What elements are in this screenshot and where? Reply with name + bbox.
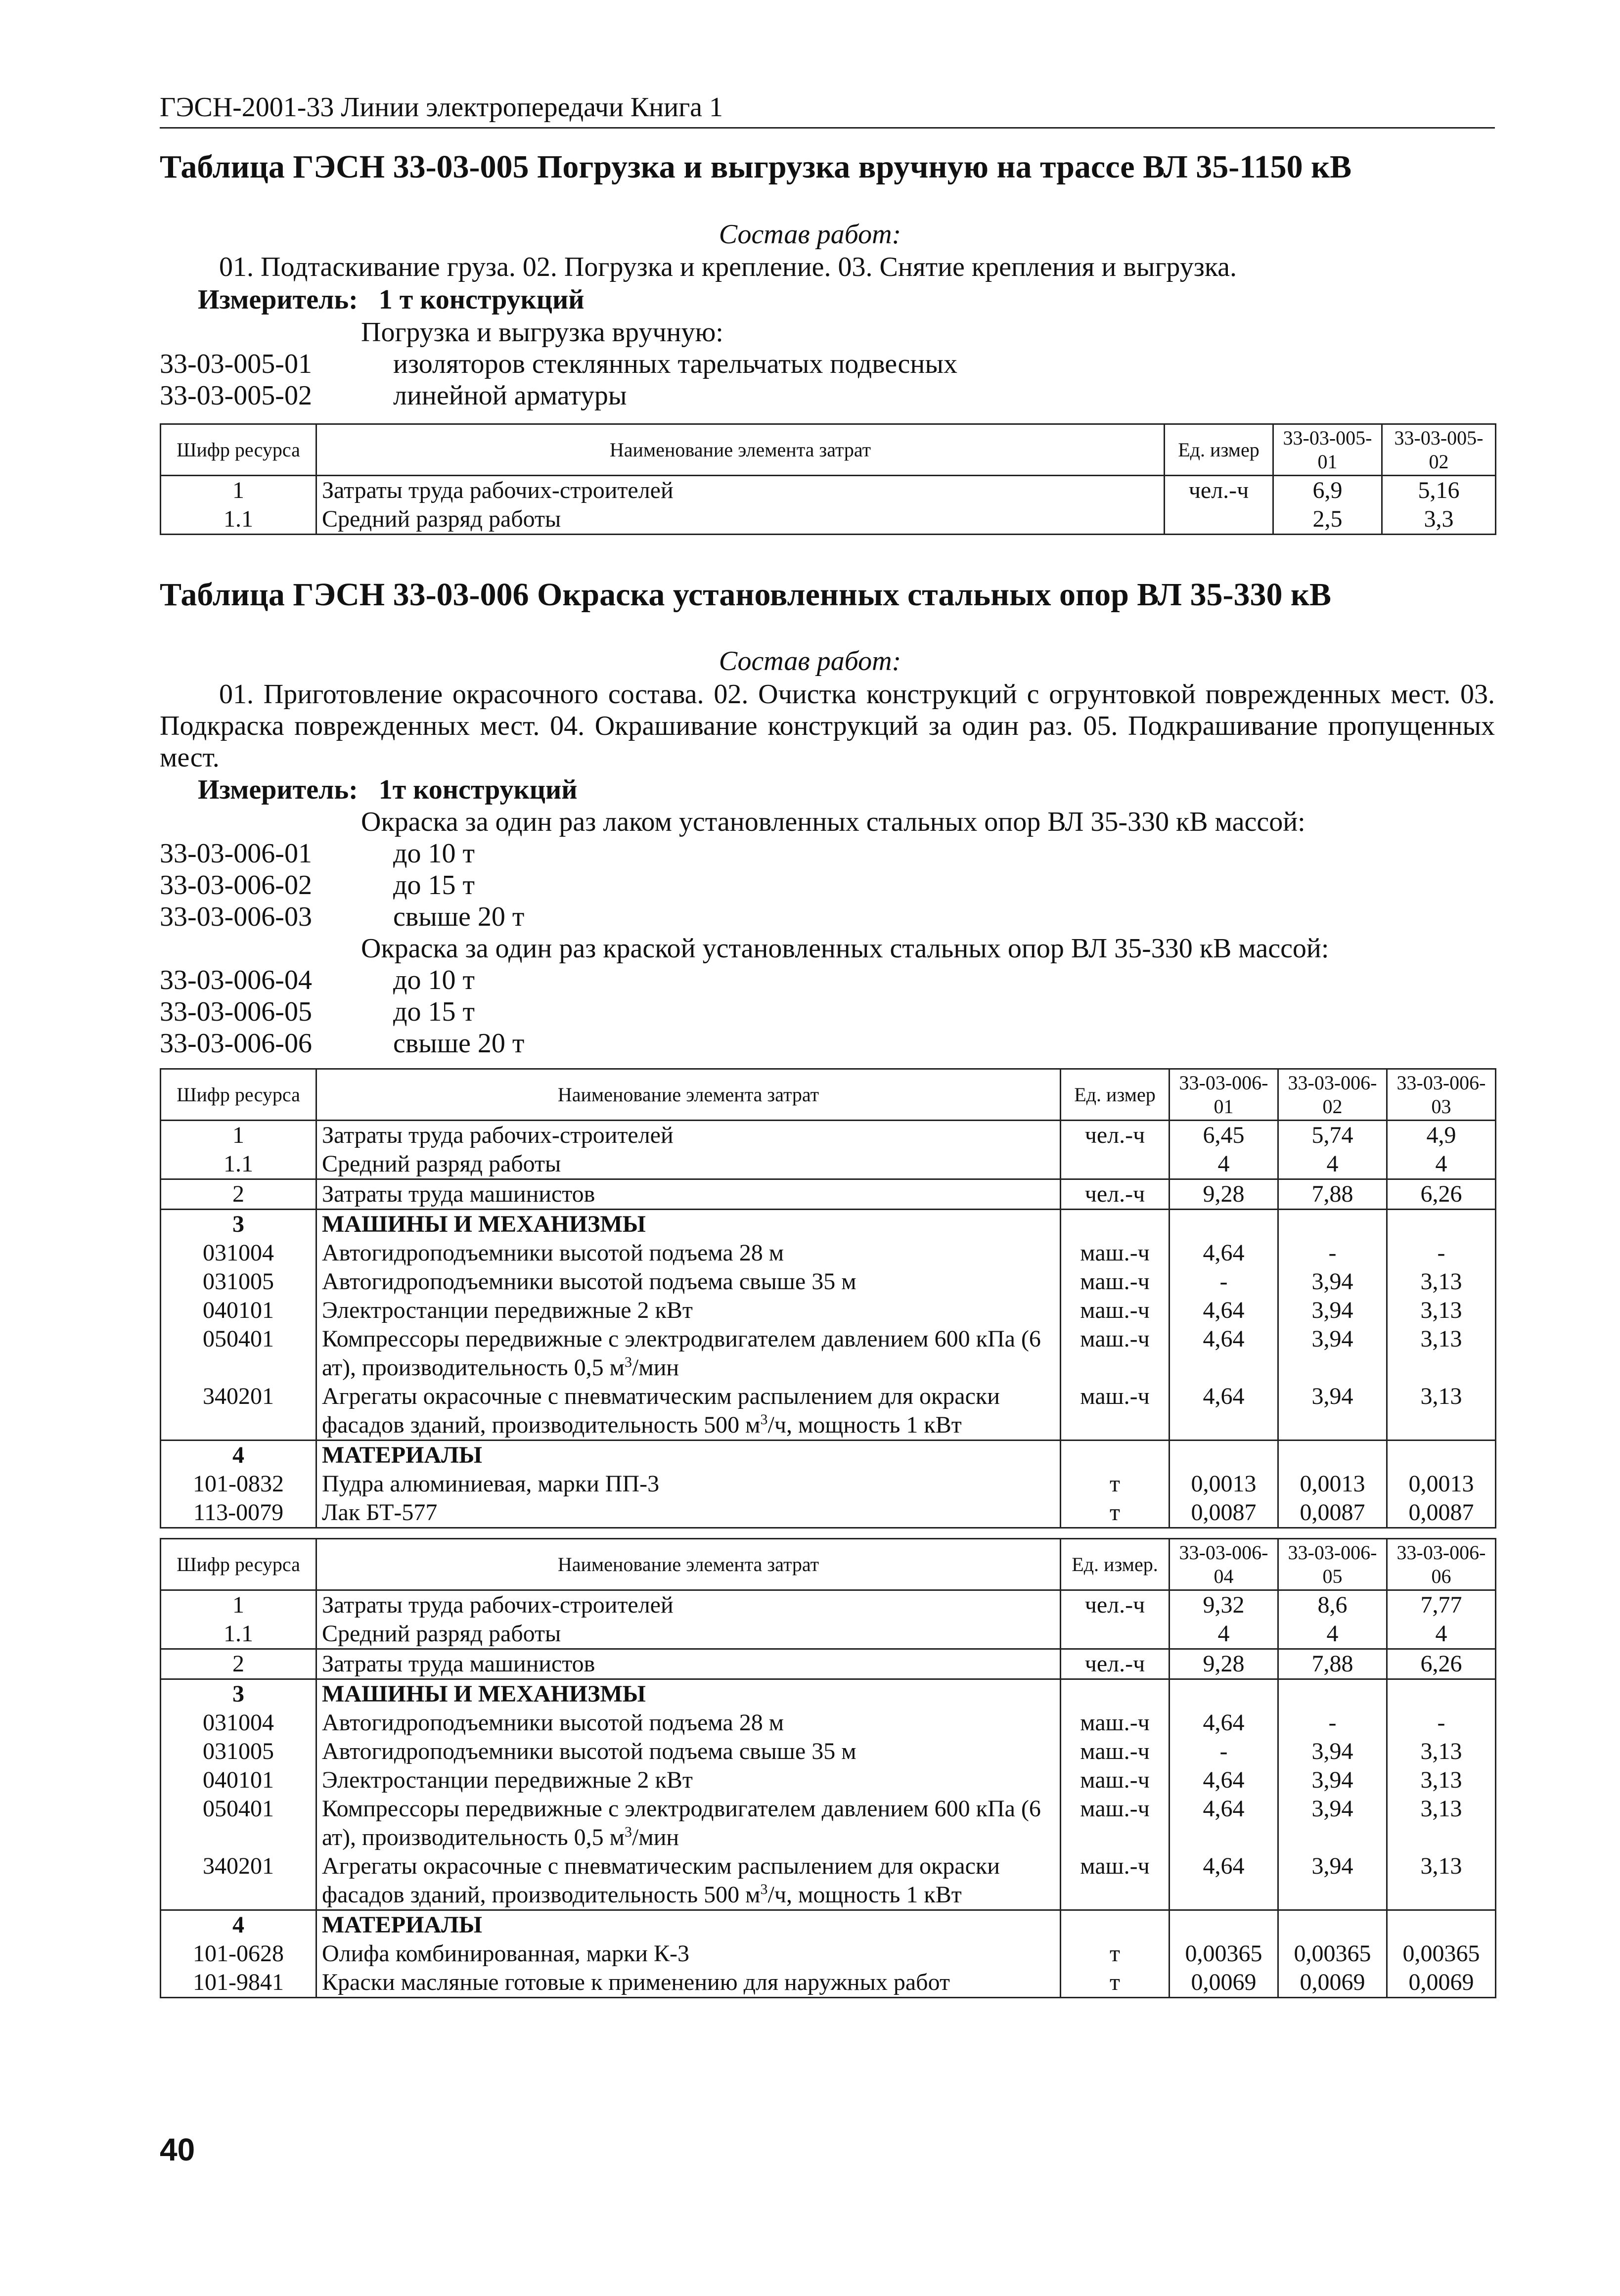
norm-description: свыше 20 т [393, 901, 525, 932]
cell-value: 6,45 [1170, 1121, 1278, 1150]
col-header-name: Наименование элемента затрат [316, 424, 1165, 476]
table-row [161, 1441, 1496, 1470]
cell-unit: маш.-ч [1061, 1296, 1170, 1325]
cell-name: Компрессоры передвижные с электродвигателем давлением 600 кПа (6 ат), производительность 0,5 $м^3$/мин [316, 1795, 1061, 1852]
cell-value [1170, 1441, 1278, 1470]
table-row [161, 1179, 1496, 1210]
norm-description: до 10 т [393, 965, 475, 995]
norm-code: 33-03-006-05 [160, 996, 312, 1027]
cell-value: 3,13 [1387, 1325, 1496, 1382]
group-title: Окраска за один раз краской установленных стальных опор ВЛ 35-330 кВ массой: [361, 933, 1329, 964]
cell-unit [1061, 1150, 1170, 1179]
table-row [161, 1737, 1496, 1766]
cell-code: 1.1 [161, 1620, 316, 1649]
cell-value: 4 [1387, 1150, 1496, 1179]
cell-unit: т [1061, 1470, 1170, 1498]
cell-unit: чел.-ч [1061, 1649, 1170, 1679]
cell-unit [1061, 1679, 1170, 1709]
cell-value: 3,94 [1278, 1795, 1387, 1852]
running-header: ГЭСН-2001-33 Линии электропередачи Книга 1 [160, 91, 1495, 129]
col-header-norm: 33-03-006-06 [1387, 1539, 1496, 1590]
col-header-norm: 33-03-006-02 [1278, 1069, 1387, 1121]
col-header-norm: 33-03-005-02 [1382, 424, 1496, 476]
cell-value: 4 [1278, 1150, 1387, 1179]
cell-code: 1.1 [161, 505, 316, 535]
cell-value: - [1387, 1709, 1496, 1737]
col-header-norm: 33-03-006-04 [1170, 1539, 1278, 1590]
cell-value: 3,94 [1278, 1325, 1387, 1382]
cell-value: 7,88 [1278, 1649, 1387, 1679]
table-row [161, 1910, 1496, 1940]
table-row [161, 1939, 1496, 1968]
cell-code: 2 [161, 1649, 316, 1679]
cell-unit: маш.-ч [1061, 1382, 1170, 1441]
cell-name: Средний разряд работы [316, 1620, 1061, 1649]
norm-description: до 10 т [393, 838, 475, 869]
cell-name: МАТЕРИАЛЫ [316, 1441, 1061, 1470]
cell-value: 3,94 [1278, 1267, 1387, 1296]
table-row [161, 1968, 1496, 1998]
cell-unit: маш.-ч [1061, 1737, 1170, 1766]
cell-value: 6,9 [1273, 476, 1382, 505]
norm-code: 33-03-006-06 [160, 1028, 312, 1059]
norm-code: 33-03-005-02 [160, 380, 312, 411]
cell-value: 4,64 [1170, 1296, 1278, 1325]
table-row [161, 1296, 1496, 1325]
col-header-norm: 33-03-006-05 [1278, 1539, 1387, 1590]
col-header-code: Шифр ресурса [161, 1069, 316, 1121]
table-row [161, 1795, 1496, 1852]
cell-value: 8,6 [1278, 1590, 1387, 1620]
cell-code: 4 [161, 1910, 316, 1940]
norm-description: линейной арматуры [393, 380, 627, 411]
cell-code: 3 [161, 1210, 316, 1239]
cell-value: 5,16 [1382, 476, 1496, 505]
cell-value: 3,94 [1278, 1382, 1387, 1441]
cell-code: 3 [161, 1679, 316, 1709]
cell-value: 4 [1278, 1620, 1387, 1649]
cell-unit [1061, 1910, 1170, 1940]
table-row [161, 1150, 1496, 1179]
cell-value: 4,64 [1170, 1382, 1278, 1441]
col-header-unit: Ед. измер [1061, 1069, 1170, 1121]
cell-unit: чел.-ч [1061, 1590, 1170, 1620]
norm-description: до 15 т [393, 870, 475, 900]
norm-code: 33-03-006-02 [160, 870, 312, 900]
col-header-norm: 33-03-005-01 [1273, 424, 1382, 476]
cell-unit: т [1061, 1939, 1170, 1968]
col-header-name: Наименование элемента затрат [316, 1069, 1061, 1121]
cell-unit: маш.-ч [1061, 1852, 1170, 1910]
cell-value: 3,13 [1387, 1267, 1496, 1296]
cell-unit [1061, 1210, 1170, 1239]
cell-value [1387, 1679, 1496, 1709]
cell-name: МАШИНЫ И МЕХАНИЗМЫ [316, 1210, 1061, 1239]
cell-name: Агрегаты окрасочные с пневматическим распылением для окраски фасадов зданий, производительность 500 $м^3/ч$, мощность 1 кВт [316, 1382, 1061, 1441]
norm-code: 33-03-005-01 [160, 349, 312, 379]
cell-value: 3,13 [1387, 1296, 1496, 1325]
cell-unit [1061, 1441, 1170, 1470]
col-header-name: Наименование элемента затрат [316, 1539, 1061, 1590]
cell-code: 031004 [161, 1709, 316, 1737]
cell-value: 0,0069 [1387, 1968, 1496, 1998]
cell-unit [1165, 505, 1273, 535]
table-row [161, 1498, 1496, 1528]
cell-code: 050401 [161, 1795, 316, 1852]
cell-name: Затраты труда машинистов [316, 1179, 1061, 1210]
cell-value [1170, 1910, 1278, 1940]
col-header-unit: Ед. измер. [1061, 1539, 1170, 1590]
table-row [161, 1239, 1496, 1267]
cell-value [1278, 1910, 1387, 1940]
work-composition-label: Состав работ: [719, 219, 901, 250]
col-header-norm: 33-03-006-03 [1387, 1069, 1496, 1121]
cell-value: - [1387, 1239, 1496, 1267]
cell-value: - [1278, 1709, 1387, 1737]
cell-name: Олифа комбинированная, марки К-3 [316, 1939, 1061, 1968]
table-row [161, 505, 1496, 535]
cell-name: Затраты труда рабочих-строителей [316, 1121, 1061, 1150]
cell-code: 101-0628 [161, 1939, 316, 1968]
cell-unit: т [1061, 1968, 1170, 1998]
cell-value [1170, 1210, 1278, 1239]
table-row [161, 1590, 1496, 1620]
cell-value: 6,26 [1387, 1179, 1496, 1210]
cell-value: - [1170, 1737, 1278, 1766]
cell-value: 9,32 [1170, 1590, 1278, 1620]
cell-name: Лак БТ-577 [316, 1498, 1061, 1528]
cell-value [1278, 1210, 1387, 1239]
measure-value: 1т конструкций [378, 774, 578, 805]
cell-code: 101-9841 [161, 1968, 316, 1998]
cell-value: 4,64 [1170, 1852, 1278, 1910]
cell-name: Автогидроподъемники высотой подъема свыше 35 м [316, 1267, 1061, 1296]
cell-value: 4,9 [1387, 1121, 1496, 1150]
cell-value [1387, 1210, 1496, 1239]
cell-unit: маш.-ч [1061, 1709, 1170, 1737]
cell-value: 4,64 [1170, 1766, 1278, 1795]
cell-value: 4 [1170, 1620, 1278, 1649]
cell-value: 3,13 [1387, 1382, 1496, 1441]
cell-value: 4 [1387, 1620, 1496, 1649]
cell-code: 101-0832 [161, 1470, 316, 1498]
norm-description: свыше 20 т [393, 1028, 525, 1059]
cell-value: 4 [1170, 1150, 1278, 1179]
cell-code: 031005 [161, 1737, 316, 1766]
cell-value: 4,64 [1170, 1795, 1278, 1852]
cell-name: Агрегаты окрасочные с пневматическим распылением для окраски фасадов зданий, производительность 500 $м^3/ч$, мощность 1 кВт [316, 1852, 1061, 1910]
cell-unit: маш.-ч [1061, 1267, 1170, 1296]
cell-name: Средний разряд работы [316, 505, 1165, 535]
measure-line [198, 284, 585, 315]
cell-value: 2,5 [1273, 505, 1382, 535]
measure-label: Измеритель: [198, 284, 358, 315]
measure-value: 1 т конструкций [378, 284, 585, 315]
cell-unit: маш.-ч [1061, 1795, 1170, 1852]
cell-value [1170, 1679, 1278, 1709]
cell-unit: маш.-ч [1061, 1766, 1170, 1795]
cell-name: Электростанции передвижные 2 кВт [316, 1296, 1061, 1325]
norm-code: 33-03-006-04 [160, 965, 312, 995]
table-row [161, 1709, 1496, 1737]
cell-value: 3,94 [1278, 1737, 1387, 1766]
cell-value: 3,94 [1278, 1296, 1387, 1325]
cell-value: - [1170, 1267, 1278, 1296]
norm-code: 33-03-006-03 [160, 901, 312, 932]
cell-unit: чел.-ч [1061, 1121, 1170, 1150]
table-row [161, 1649, 1496, 1679]
cell-value: 0,0013 [1278, 1470, 1387, 1498]
cell-value: 3,13 [1387, 1795, 1496, 1852]
norm-code: 33-03-006-01 [160, 838, 312, 869]
cell-value: - [1278, 1239, 1387, 1267]
cell-value [1387, 1441, 1496, 1470]
cell-name: Краски масляные готовые к применению для наружных работ [316, 1968, 1061, 1998]
cell-name: Автогидроподъемники высотой подъема 28 м [316, 1709, 1061, 1737]
cell-value: 3,13 [1387, 1766, 1496, 1795]
work-composition-text: 01. Подтаскивание груза. 02. Погрузка и крепление. 03. Снятие крепления и выгрузка. [219, 252, 1237, 282]
cell-name: МАШИНЫ И МЕХАНИЗМЫ [316, 1679, 1061, 1709]
col-header-unit: Ед. измер [1165, 424, 1273, 476]
cell-value: 3,13 [1387, 1737, 1496, 1766]
cell-unit: т [1061, 1498, 1170, 1528]
cell-value [1278, 1679, 1387, 1709]
table-row [161, 1325, 1496, 1382]
cell-value: 3,94 [1278, 1852, 1387, 1910]
cell-code: 1.1 [161, 1150, 316, 1179]
col-header-code: Шифр ресурса [161, 1539, 316, 1590]
cell-value: 0,00365 [1278, 1939, 1387, 1968]
cell-value: 0,0087 [1170, 1498, 1278, 1528]
cell-value: 0,0087 [1387, 1498, 1496, 1528]
cell-name: МАТЕРИАЛЫ [316, 1910, 1061, 1940]
cell-value: 0,00365 [1387, 1939, 1496, 1968]
cell-value: 9,28 [1170, 1179, 1278, 1210]
measure-label: Измеритель: [198, 774, 358, 805]
cell-value: 0,0069 [1278, 1968, 1387, 1998]
cell-code: 031004 [161, 1239, 316, 1267]
cell-value: 9,28 [1170, 1649, 1278, 1679]
cell-code: 040101 [161, 1296, 316, 1325]
cell-unit [1061, 1620, 1170, 1649]
cell-code: 1 [161, 1590, 316, 1620]
table-row [161, 1382, 1496, 1441]
cell-value: 0,0069 [1170, 1968, 1278, 1998]
cell-name: Автогидроподъемники высотой подъема 28 м [316, 1239, 1061, 1267]
resource-table-33-03-006-04-06 [160, 1538, 1496, 1998]
table-row [161, 1679, 1496, 1709]
table-row [161, 1766, 1496, 1795]
cell-code: 040101 [161, 1766, 316, 1795]
cell-value [1387, 1910, 1496, 1940]
group-title: Окраска за один раз лаком установленных стальных опор ВЛ 35-330 кВ массой: [361, 807, 1305, 837]
cell-unit: чел.-ч [1165, 476, 1273, 505]
cell-value: 3,13 [1387, 1852, 1496, 1910]
cell-name: Затраты труда рабочих-строителей [316, 476, 1165, 505]
work-composition-text: 01. Приготовление окрасочного состава. 02. Очистка конструкций с огрунтовкой поврежденных мест. 03. Подкраска поврежденных мест. 04. Окрашивание конструкций за один раз. 05. Подкрашивание пропущенных мест. [160, 679, 1495, 773]
table-row [161, 1267, 1496, 1296]
resource-table-33-03-006-01-03 [160, 1068, 1496, 1529]
cell-code: 340201 [161, 1382, 316, 1441]
cell-unit: маш.-ч [1061, 1325, 1170, 1382]
cell-code: 1 [161, 476, 316, 505]
cell-name: Пудра алюминиевая, марки ПП-3 [316, 1470, 1061, 1498]
cell-name: Компрессоры передвижные с электродвигателем давлением 600 кПа (6 ат), производительность 0,5 $м^3$/мин [316, 1325, 1061, 1382]
cell-value: 0,0013 [1387, 1470, 1496, 1498]
norm-description: до 15 т [393, 996, 475, 1027]
cell-value: 4,64 [1170, 1709, 1278, 1737]
cell-value: 7,77 [1387, 1590, 1496, 1620]
measure-line [198, 774, 578, 806]
cell-code: 2 [161, 1179, 316, 1210]
table-33-03-006-title: Таблица ГЭСН 33-03-006 Окраска установленных стальных опор ВЛ 35-330 кВ [160, 577, 1332, 613]
cell-name: Автогидроподъемники высотой подъема свыше 35 м [316, 1737, 1061, 1766]
table-row [161, 476, 1496, 505]
cell-value: 7,88 [1278, 1179, 1387, 1210]
table-row [161, 1121, 1496, 1150]
norm-description: изоляторов стеклянных тарельчатых подвесных [393, 349, 957, 379]
page-number: 40 [160, 2132, 195, 2167]
cell-value: 0,0087 [1278, 1498, 1387, 1528]
work-composition-label: Состав работ: [719, 646, 901, 676]
group-title: Погрузка и выгрузка вручную: [361, 317, 723, 348]
cell-code: 113-0079 [161, 1498, 316, 1528]
cell-code: 340201 [161, 1852, 316, 1910]
cell-value: 3,94 [1278, 1766, 1387, 1795]
cell-name: Средний разряд работы [316, 1150, 1061, 1179]
col-header-norm: 33-03-006-01 [1170, 1069, 1278, 1121]
table-row [161, 1210, 1496, 1239]
cell-name: Электростанции передвижные 2 кВт [316, 1766, 1061, 1795]
cell-value: 4,64 [1170, 1239, 1278, 1267]
table-row [161, 1470, 1496, 1498]
table-row [161, 1852, 1496, 1910]
cell-value: 6,26 [1387, 1649, 1496, 1679]
table-row [161, 1620, 1496, 1649]
cell-value [1278, 1441, 1387, 1470]
cell-value: 4,64 [1170, 1325, 1278, 1382]
cell-unit: маш.-ч [1061, 1239, 1170, 1267]
cell-code: 1 [161, 1121, 316, 1150]
cell-name: Затраты труда рабочих-строителей [316, 1590, 1061, 1620]
cell-value: 3,3 [1382, 505, 1496, 535]
cell-value: 0,00365 [1170, 1939, 1278, 1968]
cell-name: Затраты труда машинистов [316, 1649, 1061, 1679]
cell-value: 0,0013 [1170, 1470, 1278, 1498]
col-header-code: Шифр ресурса [161, 424, 316, 476]
cell-value: 5,74 [1278, 1121, 1387, 1150]
cell-code: 4 [161, 1441, 316, 1470]
resource-table-33-03-005 [160, 423, 1496, 535]
cell-code: 050401 [161, 1325, 316, 1382]
table-33-03-005-title: Таблица ГЭСН 33-03-005 Погрузка и выгрузка вручную на трассе ВЛ 35-1150 кВ [160, 149, 1352, 185]
cell-unit: чел.-ч [1061, 1179, 1170, 1210]
cell-code: 031005 [161, 1267, 316, 1296]
